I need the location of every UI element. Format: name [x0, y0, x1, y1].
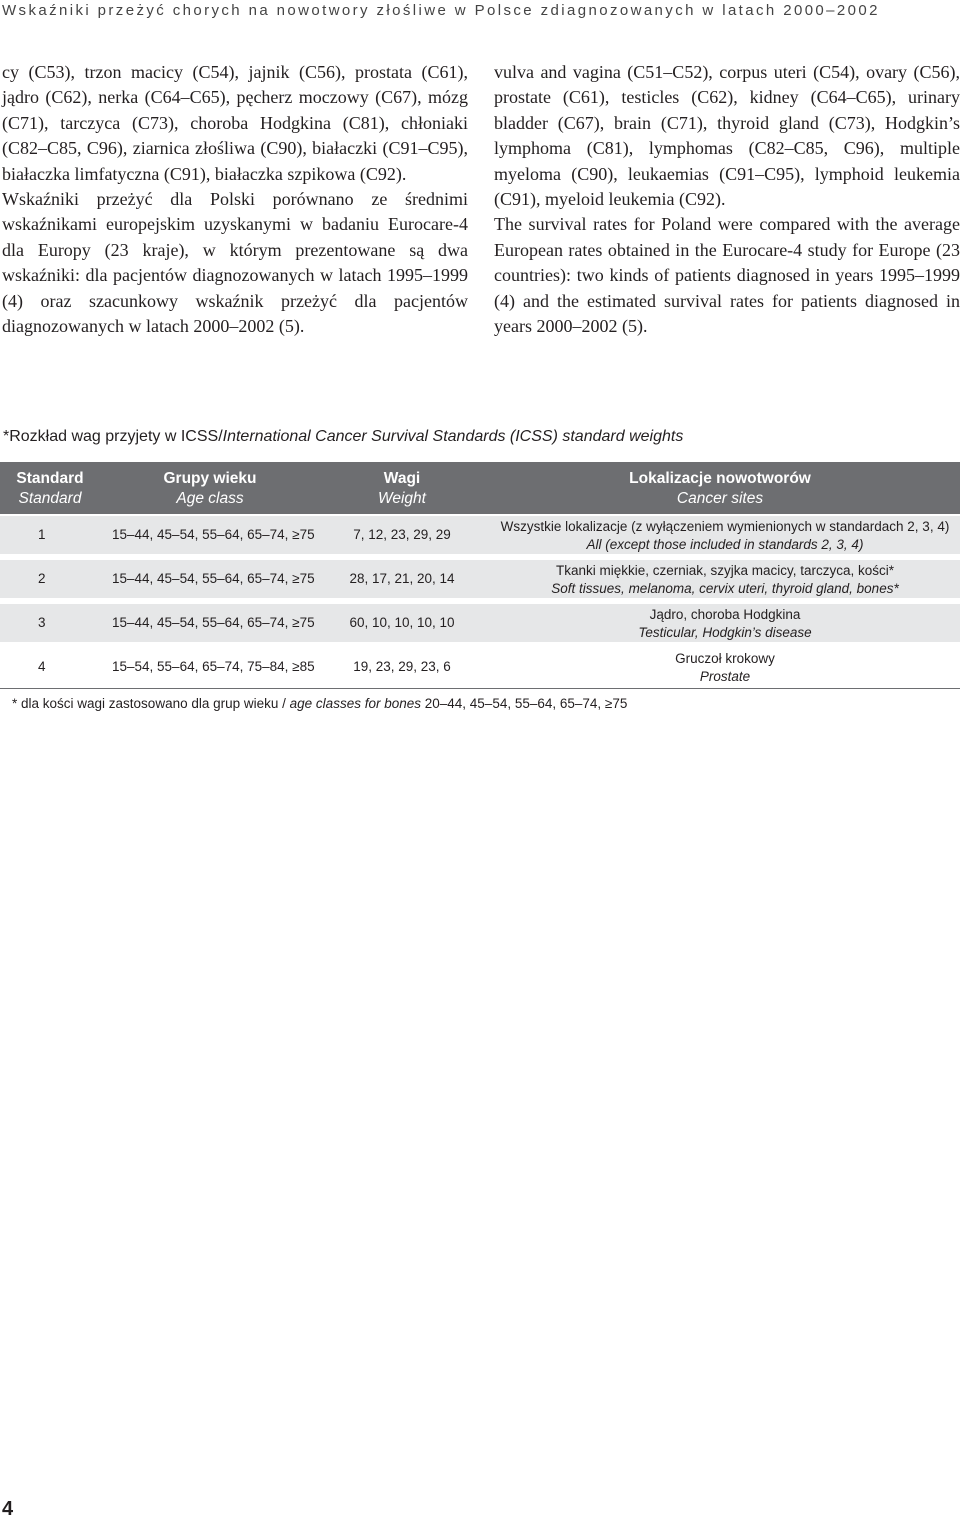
table-row — [0, 560, 960, 598]
table-footnote — [12, 696, 952, 711]
cell-cancer-sites-english: Soft tissues, melanoma, cervix uteri, thyroid gland, bones* — [551, 581, 899, 596]
cell-cancer-sites-english: All (except those included in standards 2, 3, 4) — [586, 537, 864, 552]
table-caption-polish: *Rozkład wag przyjety w ICSS/ — [3, 428, 223, 445]
running-header: Wskaźniki przeżyć chorych na nowotwory złośliwe w Polsce zdiagnozowanych w latach 2000–2002 — [2, 2, 880, 19]
paragraph: cy (C53), trzon macicy (C54), jajnik (C56), prostata (C61), jądro (C62), nerka (C64–C65), pęcherz moczowy (C67), mózg (C71), tarczyca (C73), choroba Hodgkina (C81), chłoniaki (C82–C85, C96), ziarnica złośliwa (C90), białaczki (C91–C95), białaczka limfatyczna (C91), białaczka szpikowa (C92). — [2, 62, 468, 184]
column-header-label: Cancer sites — [676, 490, 764, 507]
table-row — [0, 648, 960, 686]
cell-cancer-sites-english: Prostate — [699, 669, 751, 684]
cell-standard: 4 — [38, 659, 46, 674]
footnote-polish: * dla kości wagi zastosowano dla grup wieku / — [12, 696, 290, 711]
column-header-label: Standard — [18, 490, 82, 507]
cell-cancer-sites-polish: Tkanki miękkie, czerniak, szyjka macicy, tarczyca, kości* — [555, 563, 895, 578]
cell-weights: 7, 12, 23, 29, 29 — [353, 527, 451, 542]
cell-age-class: 15–44, 45–54, 55–64, 65–74, ≥75 — [112, 571, 315, 586]
footnote-age-classes: 20–44, 45–54, 55–64, 65–74, ≥75 — [421, 696, 628, 711]
paragraph: vulva and vagina (C51–C52), corpus uteri (C54), ovary (C56), prostate (C61), testicles (C62), kidney (C64–C65), urinary bladder (C67), brain (C71), thyroid gland (C73), Hodgkin’s lymphoma (C81), lymphomas (C82–C85, C96), multiple myeloma (C90), leukaemias (C91–C95), lymphoid leukemia (C91), myeloid leukemia (C92). — [494, 62, 960, 210]
cell-standard: 2 — [38, 571, 46, 586]
cell-cancer-sites — [490, 650, 960, 686]
column-header-label: Standard — [16, 470, 84, 487]
body-column-polish — [2, 60, 468, 339]
paragraph: Wskaźniki przeżyć dla Polski porównano ze średnimi wskaźnikami europejskim uzyskanymi w badaniu Eurocare-4 dla Europy (23 kraje), w którym prezentowane są dwa wskaźniki: dla pacjentów diagnozowanych w latach 1995–1999 (4) oraz szacunkowy wskaźnik przeżyć dla pacjentów diagnozowanych w latach 2000–2002 (5). — [2, 189, 468, 337]
column-header-standard — [10, 469, 90, 509]
cell-cancer-sites — [490, 562, 960, 598]
cell-cancer-sites — [490, 606, 960, 642]
column-header-cancer-sites — [560, 469, 880, 509]
table-caption — [3, 428, 953, 446]
table-row — [0, 604, 960, 642]
table-row — [0, 516, 960, 554]
column-header-label: Age class — [176, 490, 244, 507]
cell-cancer-sites-polish: Jądro, choroba Hodgkina — [649, 607, 801, 622]
cell-cancer-sites — [490, 518, 960, 554]
body-column-english — [494, 60, 960, 339]
column-header-age-class — [130, 469, 290, 509]
page-number: 4 — [2, 1498, 14, 1520]
cell-age-class: 15–44, 45–54, 55–64, 65–74, ≥75 — [112, 527, 315, 542]
table-caption-english: International Cancer Survival Standards (ICSS) standard weights — [222, 428, 684, 445]
cell-weights: 60, 10, 10, 10, 10 — [349, 615, 455, 630]
column-header-label: Wagi — [383, 470, 421, 487]
column-header-label: Weight — [378, 490, 426, 507]
footnote-english: age classes for bones — [289, 696, 421, 711]
cell-cancer-sites-polish: Wszystkie lokalizacje (z wyłączeniem wymienionych w standardach 2, 3, 4) — [500, 519, 950, 534]
column-header-weight — [340, 469, 464, 509]
cell-weights: 28, 17, 21, 20, 14 — [349, 571, 455, 586]
table-header-row — [0, 462, 960, 514]
paragraph: The survival rates for Poland were compared with the average European rates obtained in the Eurocare-4 study for Europe (23 countries): two kinds of patients diagnosed in years 1995–1999 (4) and the estimated survival rates for patients diagnosed in years 2000–2002 (5). — [494, 214, 960, 337]
column-header-label: Lokalizacje nowotworów — [629, 470, 811, 487]
cell-age-class: 15–44, 45–54, 55–64, 65–74, ≥75 — [112, 615, 315, 630]
cell-age-class: 15–54, 55–64, 65–74, 75–84, ≥85 — [112, 659, 315, 674]
cell-standard: 3 — [38, 615, 46, 630]
table-bottom-rule — [0, 688, 960, 689]
cell-weights: 19, 23, 29, 23, 6 — [353, 659, 451, 674]
column-header-label: Grupy wieku — [163, 470, 257, 487]
cell-standard: 1 — [38, 527, 46, 542]
cell-cancer-sites-polish: Gruczoł krokowy — [675, 651, 775, 666]
cell-cancer-sites-english: Testicular, Hodgkin’s disease — [638, 625, 812, 640]
